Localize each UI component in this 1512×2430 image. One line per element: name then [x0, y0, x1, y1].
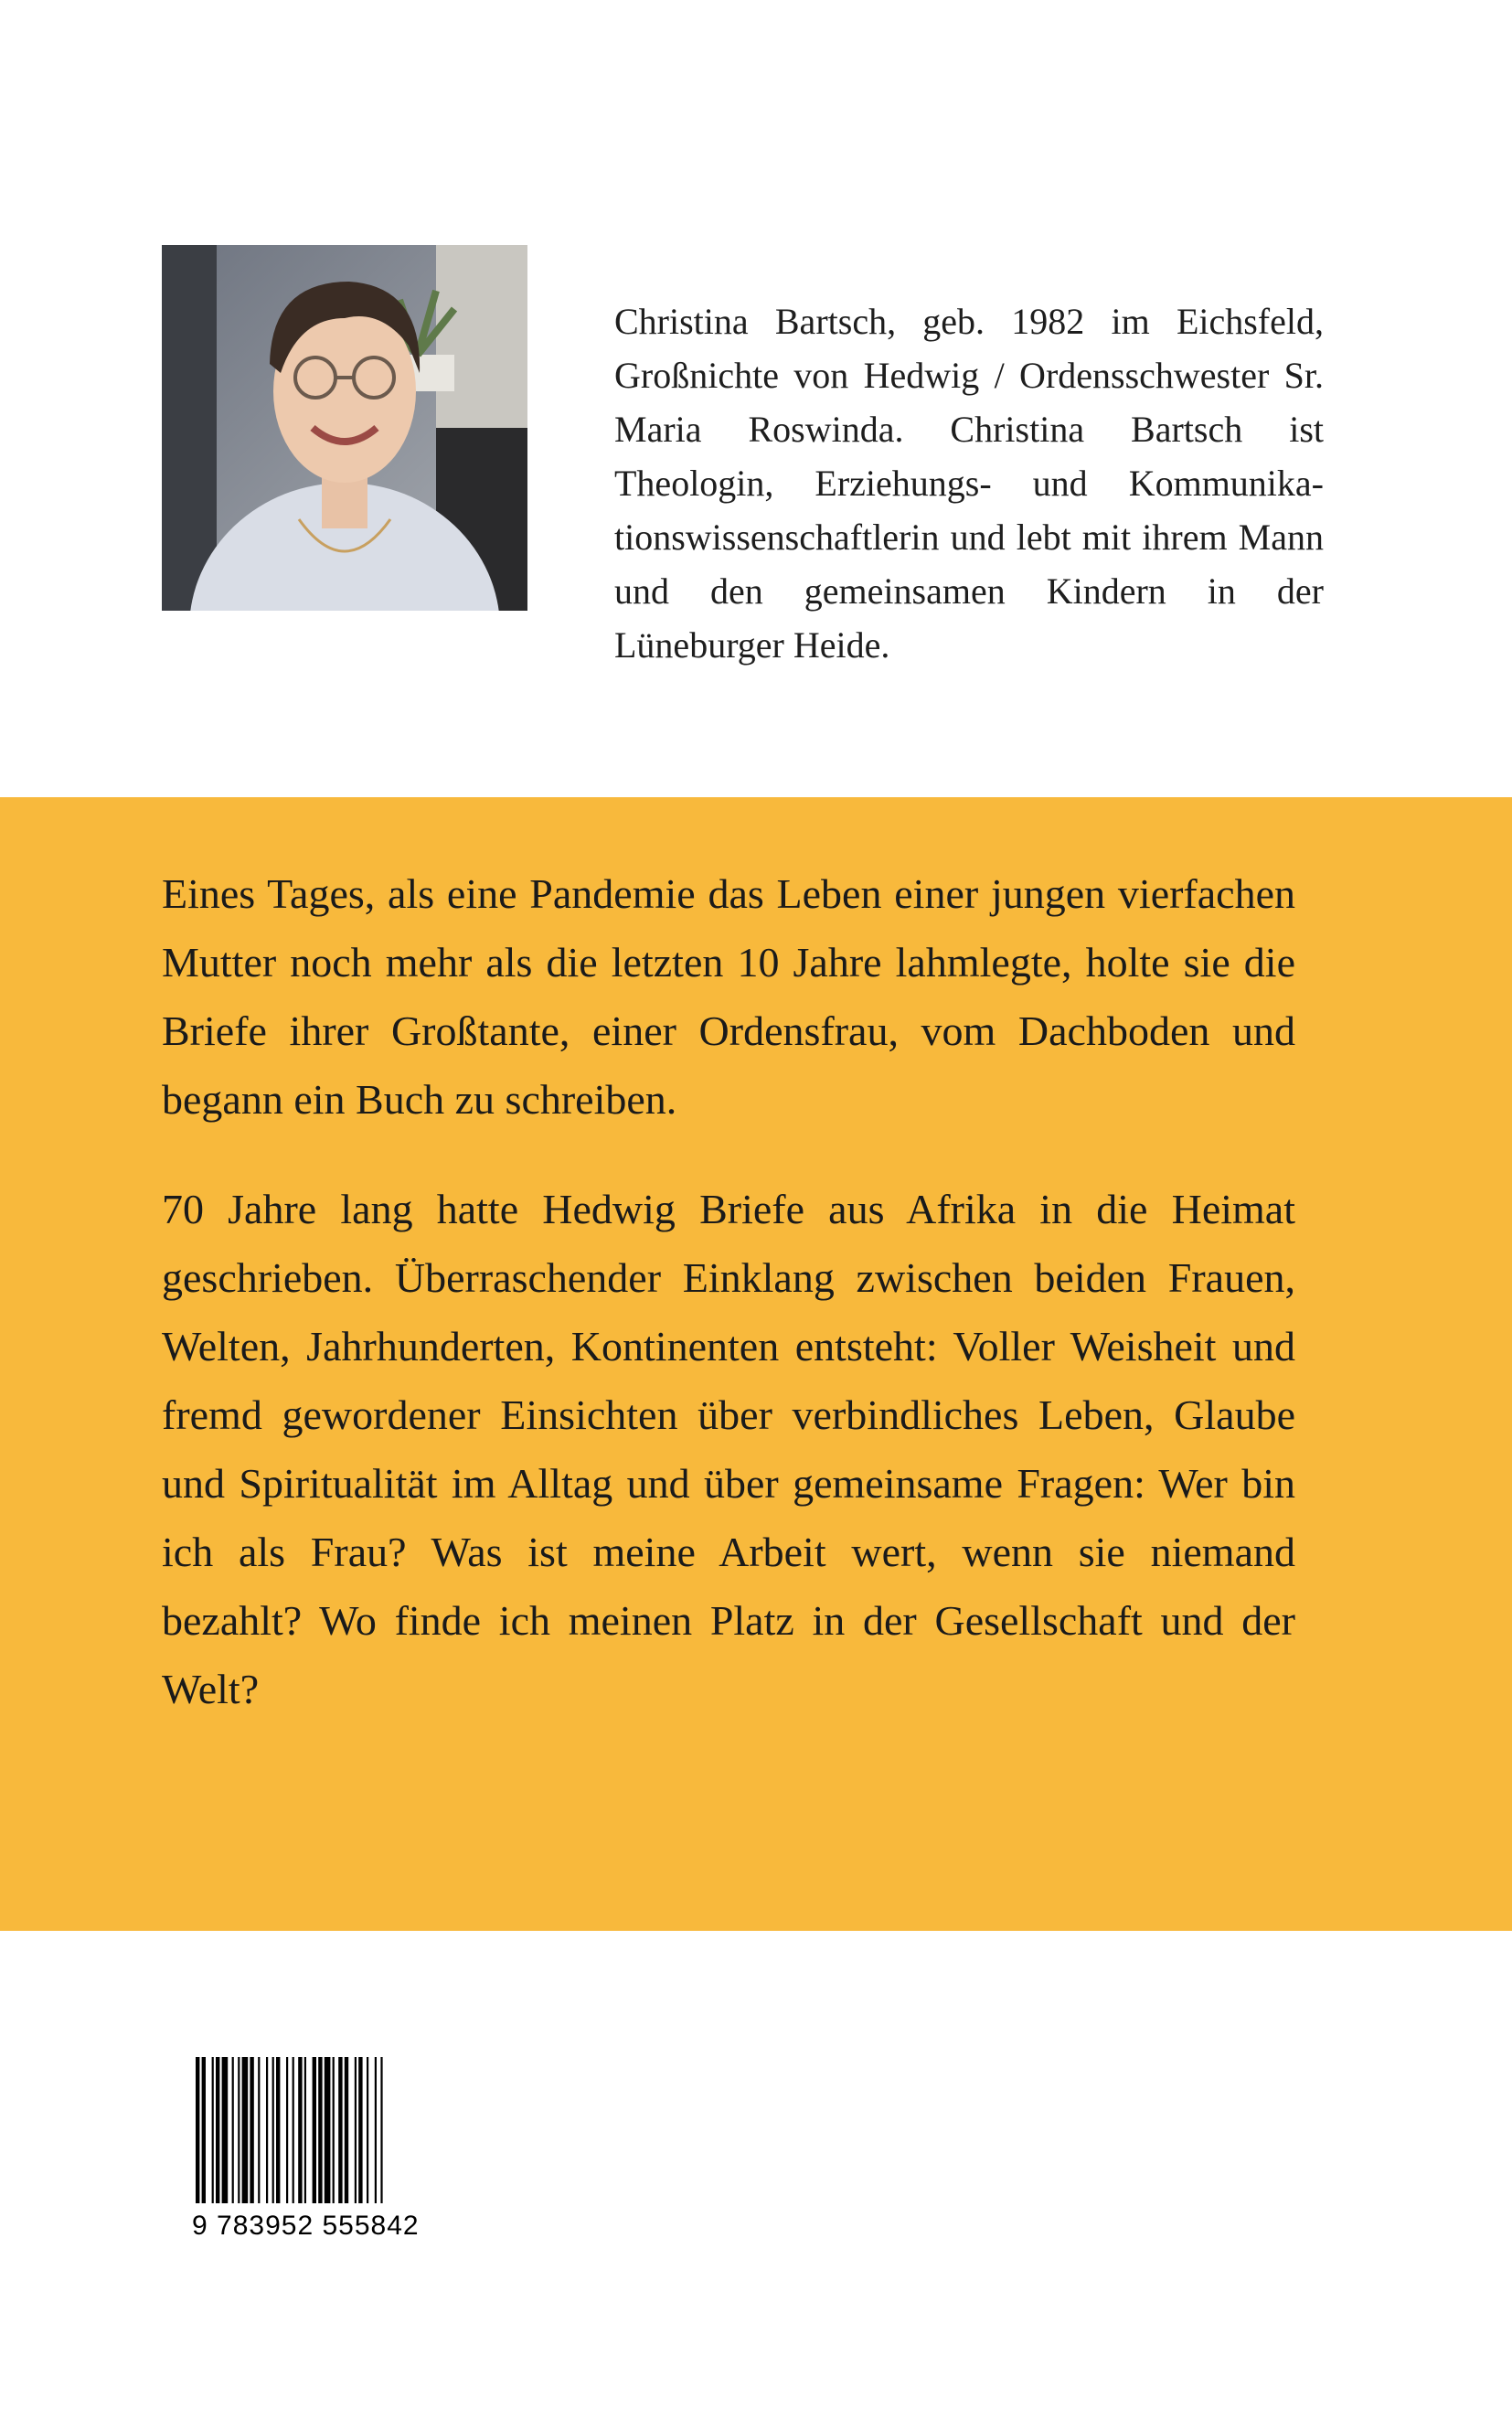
barcode-bar — [250, 2057, 253, 2203]
author-portrait-icon — [162, 245, 527, 611]
author-bio: Christina Bartsch, geb. 1982 im Eichsfeld, Großnichte von Hedwig / Ordensschwester Sr. Maria Roswinda. Christina Bartsch ist Theologin, Erziehungs- und Kommunikationswissenschaftlerin und lebt mit ihrem Mann und den gemeinsamen Kindern in der Lüneburger Heide. — [614, 301, 1324, 666]
isbn-digits: 9 783952 555842 — [192, 2211, 420, 2241]
barcode-bar — [222, 2057, 229, 2203]
barcode-bar — [216, 2057, 219, 2203]
barcode-bar — [375, 2057, 377, 2203]
barcode-bar — [286, 2057, 288, 2203]
barcode-bar — [196, 2057, 199, 2203]
barcode-bar — [276, 2057, 280, 2203]
barcode-bar — [272, 2057, 274, 2203]
blurb-paragraph-2: 70 Jahre lang hatte Hedwig Briefe aus Afrika in die Heimat geschrieben. Überraschender Einklang zwischen beiden Frauen, Welten, Jahrhunderten, Kontinenten entsteht: Voller Weisheit und fremd gewordener Einsichten über verbindliches Leben, Glaube und Spiritualität im Alltag und über gemeinsame Fragen: Wer bin ich als Frau? Was ist meine Arbeit wert, wenn sie niemand bezahlt? Wo finde ich meinen Platz in der Gesellschaft und der Welt? — [162, 1186, 1295, 1712]
barcode-bar — [212, 2057, 214, 2203]
barcode-bar — [313, 2057, 316, 2203]
barcode-bar — [232, 2057, 234, 2203]
barcode-bar — [304, 2057, 306, 2203]
barcode-bar — [345, 2057, 348, 2203]
book-blurb — [162, 859, 1295, 1764]
barcode-icon — [192, 2057, 444, 2203]
barcode-bar — [358, 2057, 362, 2203]
barcode-bar — [238, 2057, 240, 2203]
barcode-bar — [325, 2057, 331, 2203]
barcode-bar — [380, 2057, 382, 2203]
barcode-bar — [298, 2057, 302, 2203]
barcode-bar — [258, 2057, 260, 2203]
barcode-bar — [202, 2057, 206, 2203]
barcode-bar — [266, 2057, 268, 2203]
barcode-bar — [242, 2057, 249, 2203]
barcode-bar — [355, 2057, 357, 2203]
author-photo — [162, 245, 527, 611]
barcode-bar — [293, 2057, 294, 2203]
blurb-paragraph-1: Eines Tages, als eine Pandemie das Leben einer jungen vierfachen Mutter noch mehr als die letzten 10 Jahre lahmlegte, holte sie die Briefe ihrer Großtante, einer Ordensfrau, vom Dachboden und begann ein Buch zu schreiben. — [162, 870, 1295, 1123]
barcode-bar — [338, 2057, 342, 2203]
barcode-bar — [367, 2057, 368, 2203]
barcode-bar — [333, 2057, 335, 2203]
barcode-bar — [318, 2057, 322, 2203]
